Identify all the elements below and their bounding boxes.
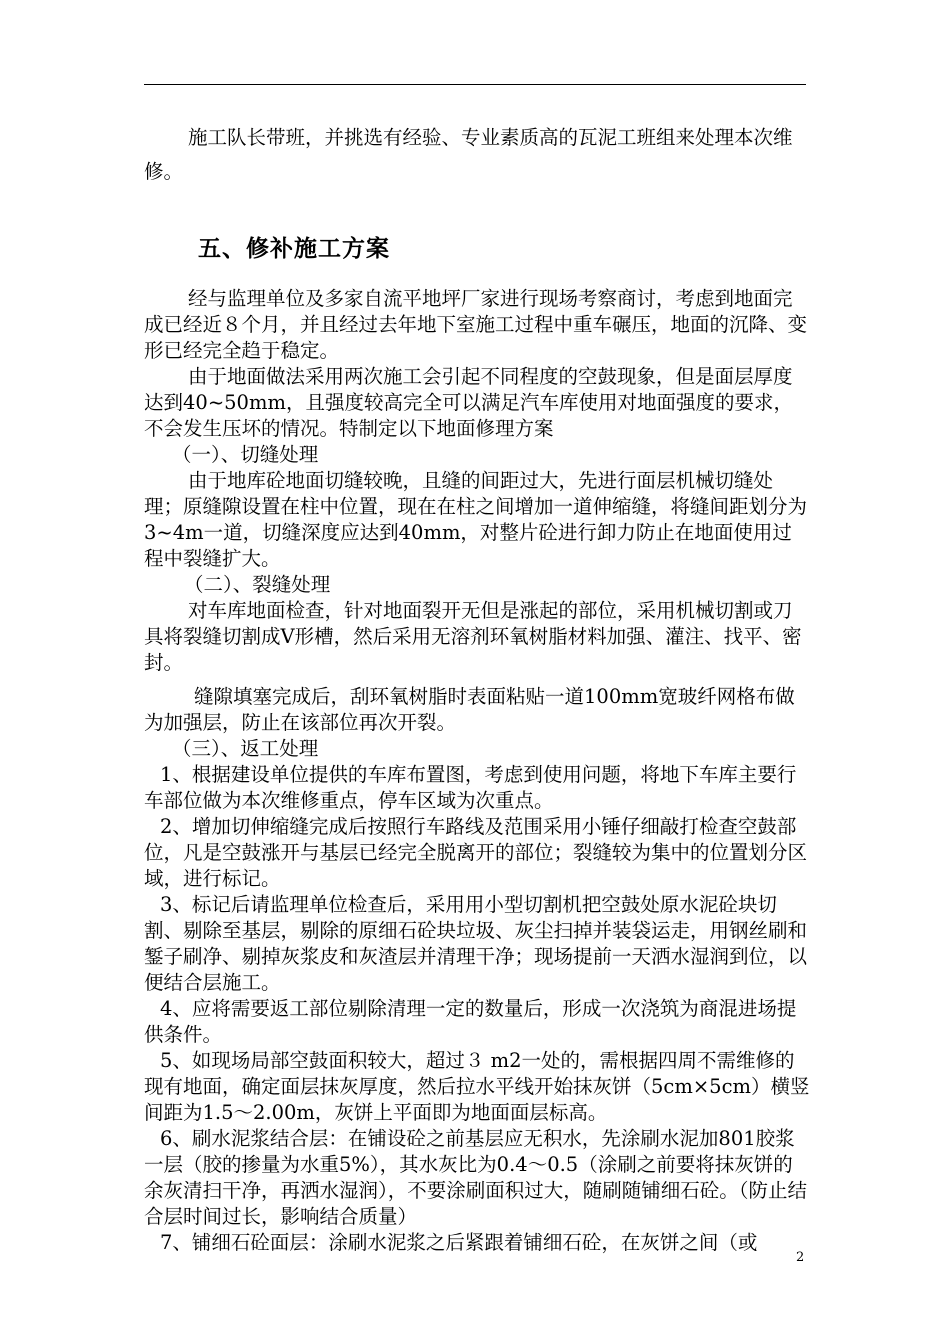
list-item: 2、增加切伸缩缝完成后按照行车路线及范围采用小锤仔细敲打检查空鼓部位，凡是空鼓涨开与基层已经完全脱离开的部位；裂缝较为集中的位置划分区域，进行标记。 (144, 815, 808, 890)
header-rule (144, 84, 806, 85)
list-item: 3、标记后请监理单位检查后，采用用小型切割机把空鼓处原水泥砼块切割、剔除至基层，剔除的原细石砼块垃圾、灰尘扫掉并装袋运走，用钢丝刷和錾子刷净、剔掉灰浆皮和灰渣层并清理干净；现场提前一天洒水湿润到位，以便结合层施工。 (144, 893, 808, 994)
list-item: 6、刷水泥浆结合层：在铺设砼之前基层应无积水，先涂刷水泥加801胶浆一层（胶的掺量为水重5%），其水灰比为0.4～0.5（涂刷之前要将抹灰饼的余灰清扫干净，再洒水湿润），不要涂刷面积过大，随刷随铺细石砼。（防止结合层时间过长，影响结合质量） (144, 1127, 808, 1228)
paragraph-2: 由于地面做法采用两次施工会引起不同程度的空鼓现象，但是面层厚度达到40~50mm，且强度较高完全可以满足汽车库使用对地面强度的要求，不会发生压坏的情况。特制定以下地面修理方案 (144, 365, 793, 440)
intro-text: 施工队长带班，并挑选有经验、专业素质高的瓦泥工班组来处理本次维修。 (144, 126, 793, 183)
subsection-1-body: 由于地库砼地面切缝较晚，且缝的间距过大，先进行面层机械切缝处理；原缝隙设置在柱中位置，现在在柱之间增加一道伸缩缝，将缝间距划分为3~4m一道，切缝深度应达到40mm，对整片砼进行卸力防止在地面使用过程中裂缝扩大。 (144, 469, 808, 570)
subsection-2-body-2: 缝隙填塞完成后，刮环氧树脂时表面粘贴一道100mm宽玻纤网格布做为加强层，防止在该部位再次开裂。 (144, 685, 795, 734)
list-item: 1、根据建设单位提供的车库布置图，考虑到使用问题，将地下车库主要行车部位做为本次维修重点，停车区域为次重点。 (144, 763, 797, 812)
list-item: 5、如现场局部空鼓面积较大，超过３ m2一处的，需根据四周不需维修的现有地面，确定面层抹灰厚度，然后拉水平线开始抹灰饼（5cm×5cm）横竖间距为1.5～2.00m，灰饼上平面即为地面面层标高。 (144, 1049, 810, 1124)
paragraph-1: 经与监理单位及多家自流平地坪厂家进行现场考察商讨，考虑到地面完成已经近８个月，并且经过去年地下室施工过程中重车碾压，地面的沉降、变形已经完全趋于稳定。 (144, 287, 808, 362)
intro-paragraph (144, 121, 810, 189)
subsection-2-body-1: 对车库地面检查，针对地面裂开无但是涨起的部位，采用机械切割或刀具将裂缝切割成V形槽，然后采用无溶剂环氧树脂材料加强、灌注、找平、密封。 (144, 599, 802, 674)
list-item: 7、铺细石砼面层：涂刷水泥浆之后紧跟着铺细石砼，在灰饼之间（或 (160, 1231, 758, 1254)
page-number: 2 (796, 1250, 805, 1265)
section-heading: 五、修补施工方案 (198, 235, 390, 262)
subsection-1-title: （一）、切缝处理 (172, 443, 319, 466)
list-item: 4、应将需要返工部位剔除清理一定的数量后，形成一次浇筑为商混进场提供条件。 (144, 997, 797, 1046)
subsection-2-title: （二）、裂缝处理 (184, 573, 331, 596)
subsection-3-title: （三）、返工处理 (172, 737, 319, 760)
body-text (144, 286, 810, 1256)
